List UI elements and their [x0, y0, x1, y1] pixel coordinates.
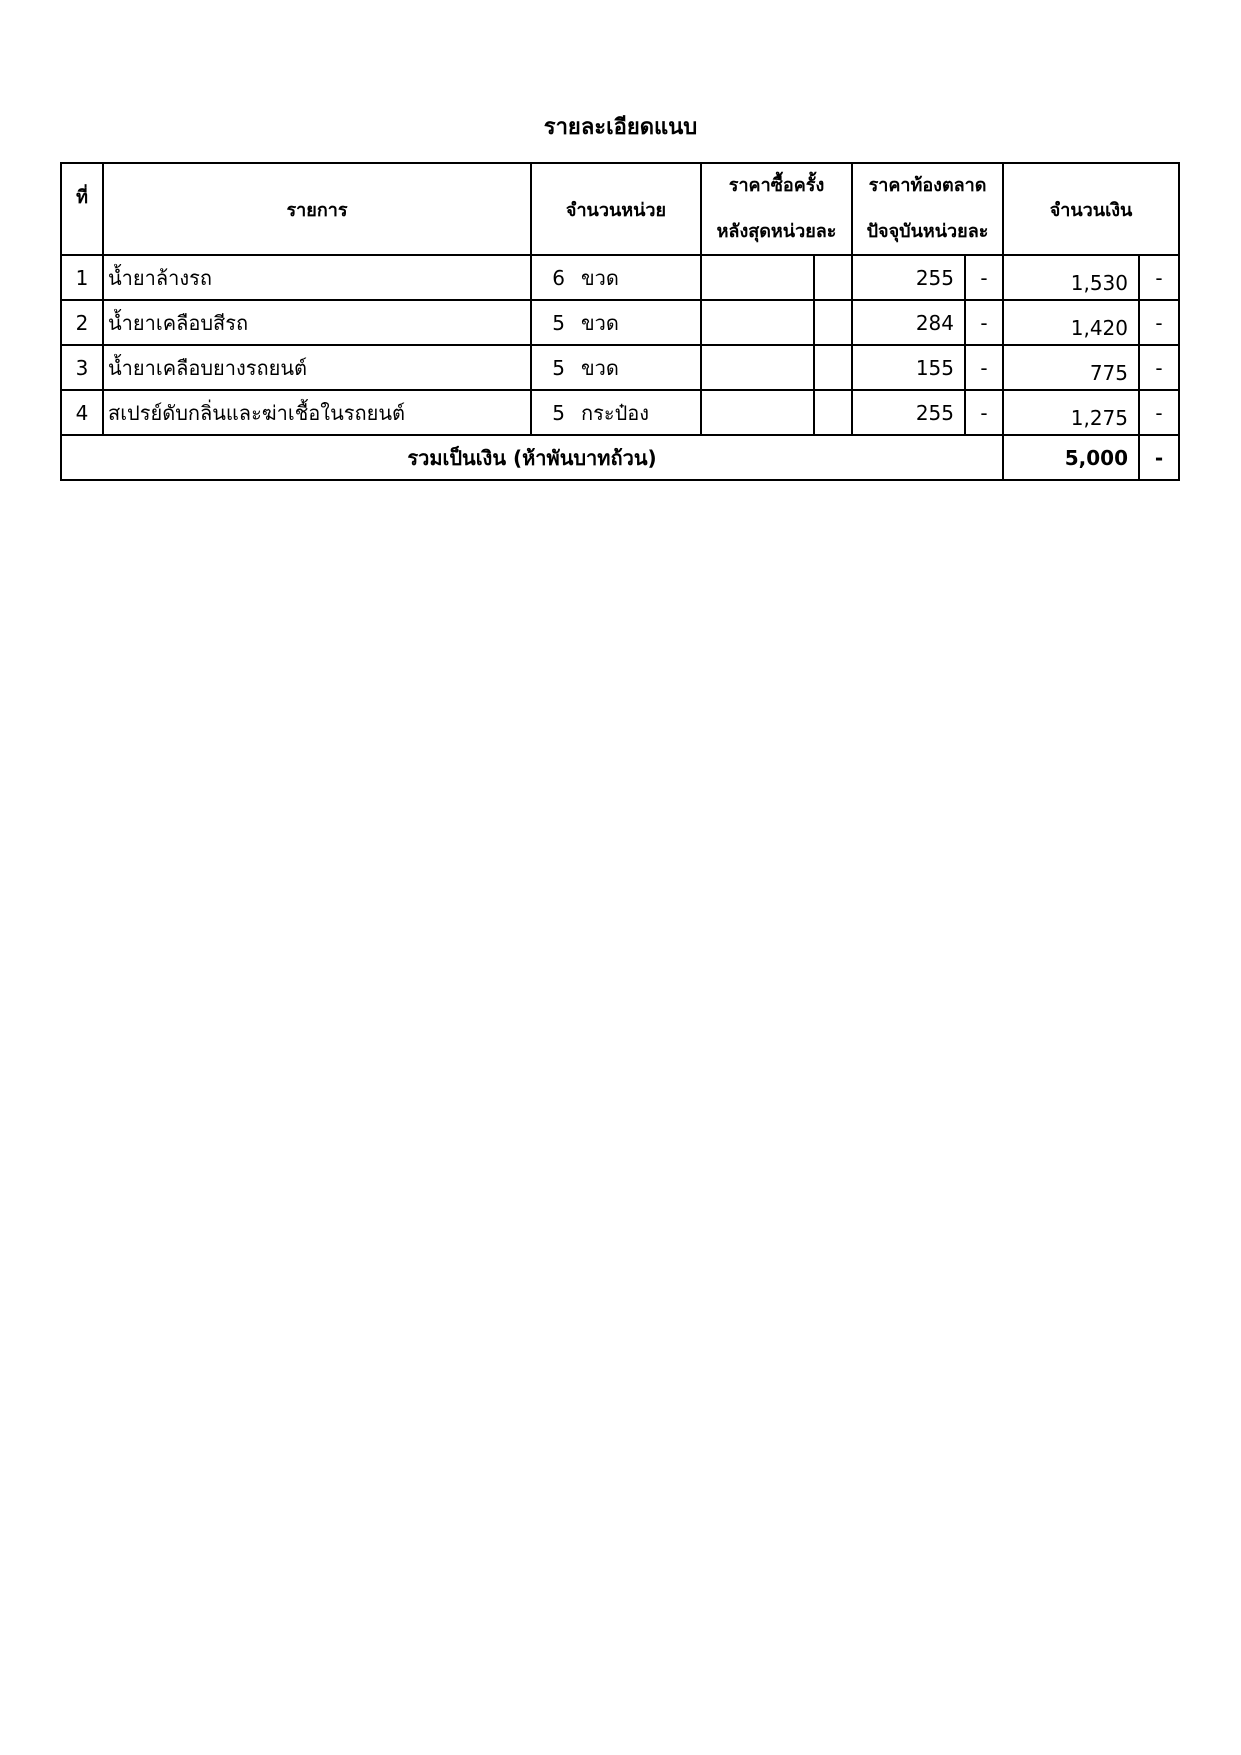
row-market-price: 255 [852, 255, 965, 300]
row-item: น้ำยาเคลือบยางรถยนต์ [103, 345, 531, 390]
row-quantity [531, 390, 701, 435]
row-amount: 1,275 [1003, 390, 1139, 435]
row-market-price-sub: - [965, 345, 1003, 390]
row-last-price [701, 255, 814, 300]
row-qty-number: 5 [552, 400, 565, 425]
row-no: 4 [61, 390, 103, 435]
row-amount-sub: - [1139, 345, 1179, 390]
detail-table [60, 162, 1180, 481]
header-last-price-line2: หลังสุดหน่วยละ [716, 221, 837, 242]
row-no: 3 [61, 345, 103, 390]
row-market-price: 284 [852, 300, 965, 345]
row-last-price [701, 300, 814, 345]
header-market-price [852, 163, 1003, 255]
table-row [61, 390, 1179, 435]
table-row [61, 255, 1179, 300]
row-qty-number: 6 [552, 265, 565, 290]
row-qty-unit: ขวด [581, 355, 619, 380]
header-market-price-line2: ปัจจุบันหน่วยละ [866, 221, 989, 242]
header-row [61, 163, 1179, 255]
row-market-price-sub: - [965, 390, 1003, 435]
header-amount: จำนวนเงิน [1003, 163, 1179, 255]
row-qty-number: 5 [552, 355, 565, 380]
header-last-price [701, 163, 852, 255]
row-quantity [531, 300, 701, 345]
row-last-price-sub [814, 345, 852, 390]
row-last-price [701, 390, 814, 435]
row-item: น้ำยาล้างรถ [103, 255, 531, 300]
row-market-price: 255 [852, 390, 965, 435]
row-no: 2 [61, 300, 103, 345]
row-market-price-sub: - [965, 300, 1003, 345]
row-qty-unit: กระป๋อง [581, 400, 650, 425]
row-amount: 1,420 [1003, 300, 1139, 345]
row-market-price-sub: - [965, 255, 1003, 300]
row-amount-sub: - [1139, 300, 1179, 345]
row-amount: 775 [1003, 345, 1139, 390]
row-qty-unit: ขวด [581, 310, 619, 335]
header-item: รายการ [103, 163, 531, 255]
row-last-price-sub [814, 390, 852, 435]
header-quantity: จำนวนหน่วย [531, 163, 701, 255]
row-market-price: 155 [852, 345, 965, 390]
row-no: 1 [61, 255, 103, 300]
row-amount-sub: - [1139, 390, 1179, 435]
row-amount: 1,530 [1003, 255, 1139, 300]
page-title: รายละเอียดแนบ [543, 115, 698, 140]
row-last-price [701, 345, 814, 390]
row-qty-unit: ขวด [581, 265, 619, 290]
header-no: ที่ [61, 163, 103, 255]
header-last-price-line1: ราคาซื้อครั้ง [728, 175, 825, 196]
row-quantity [531, 345, 701, 390]
row-last-price-sub [814, 255, 852, 300]
total-amount-sub: - [1139, 435, 1179, 480]
table-row [61, 345, 1179, 390]
row-qty-number: 5 [552, 310, 565, 335]
total-row [61, 435, 1179, 480]
row-quantity [531, 255, 701, 300]
table-row [61, 300, 1179, 345]
row-amount-sub: - [1139, 255, 1179, 300]
header-market-price-line1: ราคาท้องตลาด [868, 175, 987, 196]
row-item: น้ำยาเคลือบสีรถ [103, 300, 531, 345]
row-item: สเปรย์ดับกลิ่นและฆ่าเชื้อในรถยนต์ [103, 390, 531, 435]
total-amount: 5,000 [1003, 435, 1139, 480]
row-last-price-sub [814, 300, 852, 345]
total-label: รวมเป็นเงิน (ห้าพันบาทถ้วน) [61, 435, 1003, 480]
